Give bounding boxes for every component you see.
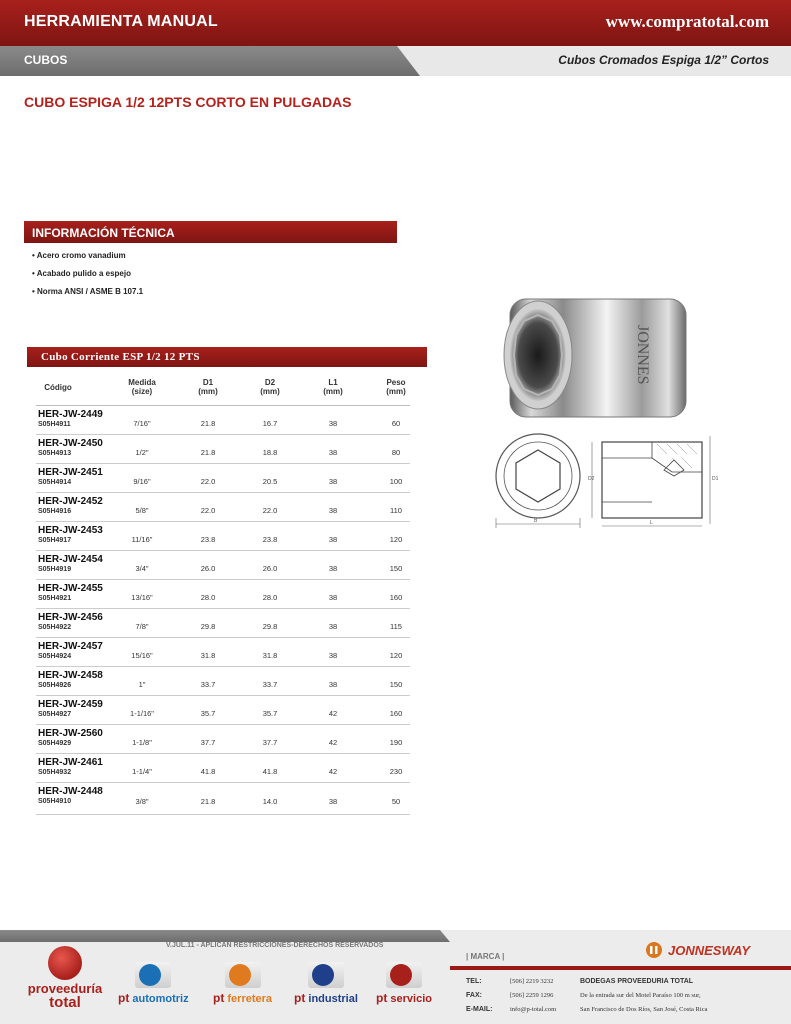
- cell-size: 13/16": [131, 593, 153, 602]
- cell-l1: 38: [328, 593, 338, 602]
- column-header-d1: D1 (mm): [198, 378, 218, 396]
- cell-d1: 23.8: [200, 535, 216, 544]
- cell-size: 11/16": [131, 535, 153, 544]
- cell-size: 3/8": [135, 797, 149, 806]
- website-link[interactable]: www.compratotal.com: [605, 12, 769, 31]
- cell-d1: 37.7: [200, 738, 216, 747]
- cell-l1: 38: [328, 419, 338, 428]
- cell-weight: 160: [389, 593, 403, 602]
- pt-automotriz-logo: pt automotriz: [118, 962, 189, 1005]
- cell-size: 1": [138, 680, 146, 689]
- table-row: [36, 580, 410, 609]
- product-code: HER-JW-2448: [38, 786, 103, 797]
- brand-label: | MARCA |: [466, 952, 505, 961]
- cell-l1: 42: [328, 767, 338, 776]
- cell-weight: 50: [391, 797, 401, 806]
- socket-product-image: [500, 295, 690, 425]
- table-row: [36, 464, 410, 493]
- table-header: [36, 376, 410, 406]
- cell-d1: 35.7: [200, 709, 216, 718]
- product-sku: S05H4916: [38, 508, 72, 515]
- cell-d1: 41.8: [200, 767, 216, 776]
- pt-industrial-logo: pt industrial: [294, 962, 358, 1005]
- cell-weight: 150: [389, 680, 403, 689]
- product-code: HER-JW-2456: [38, 612, 103, 623]
- cell-code: [38, 438, 103, 458]
- cell-d1: 21.8: [200, 448, 216, 457]
- product-sku: S05H4913: [38, 450, 72, 457]
- cell-weight: 100: [389, 477, 403, 486]
- address-line-1: De la entrada sur del Motel Paraíso 100 m sur,: [580, 992, 701, 999]
- product-sku: S05H4927: [38, 711, 72, 718]
- cell-d2: 29.8: [262, 622, 278, 631]
- cell-size: 7/16": [133, 419, 151, 428]
- product-sku: S05H4932: [38, 769, 72, 776]
- dimension-d2-label: D2: [588, 476, 595, 482]
- cell-l1: 38: [328, 622, 338, 631]
- cell-code: [38, 670, 103, 690]
- product-sku: S05H4914: [38, 479, 72, 486]
- table-row: [36, 406, 410, 435]
- specs-table: [36, 376, 410, 815]
- product-code: HER-JW-2560: [38, 728, 103, 739]
- check-icon: [386, 962, 422, 988]
- product-code: HER-JW-2455: [38, 583, 103, 594]
- cell-code: [38, 467, 103, 487]
- cell-size: 1/2": [135, 448, 149, 457]
- cell-d1: 31.8: [200, 651, 216, 660]
- cell-code: [38, 641, 103, 661]
- table-heading: Cubo Corriente ESP 1/2 12 PTS: [41, 351, 200, 363]
- product-code: HER-JW-2461: [38, 757, 103, 768]
- table-row: [36, 493, 410, 522]
- info-heading: INFORMACIÓN TÉCNICA: [32, 226, 175, 240]
- table-row: [36, 435, 410, 464]
- technical-drawing: [492, 432, 724, 537]
- company-name: BODEGAS PROVEEDURIA TOTAL: [580, 978, 694, 985]
- feature-item: • Acabado pulido a espejo: [32, 269, 131, 278]
- cell-d2: 14.0: [262, 797, 278, 806]
- product-code: HER-JW-2458: [38, 670, 103, 681]
- table-body: [36, 406, 410, 815]
- cell-d1: 21.8: [200, 797, 216, 806]
- product-sku: S05H4929: [38, 740, 72, 747]
- cell-l1: 38: [328, 797, 338, 806]
- feature-list: [32, 251, 143, 305]
- cell-d2: 35.7: [262, 709, 278, 718]
- logo-word-1: proveeduría: [27, 981, 103, 996]
- page-title: CUBO ESPIGA 1/2 12PTS CORTO EN PULGADAS: [24, 94, 352, 110]
- cell-code: [38, 583, 103, 603]
- column-header-l1: L1 (mm): [323, 378, 343, 396]
- cell-size: 7/8": [135, 622, 149, 631]
- product-sku: S05H4910: [38, 798, 72, 805]
- cell-code: [38, 612, 103, 632]
- cell-code: [38, 525, 103, 545]
- cell-l1: 38: [328, 651, 338, 660]
- section-title: HERRAMIENTA MANUAL: [24, 13, 218, 30]
- cell-code: [38, 786, 103, 806]
- cell-d2: 41.8: [262, 767, 278, 776]
- cell-size: 1-1/16": [130, 709, 154, 718]
- column-header-d2: D2 (mm): [260, 378, 280, 396]
- cell-l1: 38: [328, 477, 338, 486]
- email-link[interactable]: info@p-total.com: [510, 1006, 557, 1013]
- cell-d2: 33.7: [262, 680, 278, 689]
- cell-d2: 16.7: [262, 419, 278, 428]
- cell-size: 1-1/8": [132, 738, 152, 747]
- product-code: HER-JW-2454: [38, 554, 103, 565]
- product-sku: S05H4926: [38, 682, 72, 689]
- contact-row-tel: TEL: [506] 2219 3232 BODEGAS PROVEEDURIA TOTAL: [466, 978, 694, 985]
- cell-code: [38, 409, 103, 429]
- product-code: HER-JW-2450: [38, 438, 103, 449]
- table-row: [36, 754, 410, 783]
- cell-size: 5/8": [135, 506, 149, 515]
- cell-l1: 38: [328, 535, 338, 544]
- cell-weight: 110: [390, 506, 402, 515]
- product-code: HER-JW-2451: [38, 467, 103, 478]
- version-note: V.JUL.11 - APLICAN RESTRICCIONES-DERECHOS RESERVADOS: [166, 942, 384, 949]
- dimension-l-label: L: [650, 520, 653, 526]
- cell-d2: 20.5: [262, 477, 278, 486]
- cell-code: [38, 554, 103, 574]
- cell-l1: 42: [328, 738, 338, 747]
- cell-d2: 26.0: [262, 564, 278, 573]
- cell-weight: 115: [390, 622, 402, 631]
- logo-word-2: total: [49, 994, 81, 1011]
- table-row: [36, 696, 410, 725]
- cell-weight: 120: [389, 651, 403, 660]
- product-code: HER-JW-2453: [38, 525, 103, 536]
- cell-d1: 22.0: [200, 506, 216, 515]
- table-row: [36, 725, 410, 754]
- cell-size: 1-1/4": [132, 767, 152, 776]
- gear-icon: [308, 962, 344, 988]
- footer-strip: [0, 930, 450, 942]
- tool-icon: [225, 962, 261, 988]
- dimension-b-label: B: [534, 518, 538, 524]
- table-row: [36, 609, 410, 638]
- cell-weight: 150: [389, 564, 403, 573]
- cell-weight: 80: [391, 448, 401, 457]
- column-header-size: Medida (size): [128, 378, 156, 396]
- cell-l1: 38: [328, 448, 338, 457]
- cell-d2: 31.8: [262, 651, 278, 660]
- contact-block: [466, 978, 786, 1020]
- cell-l1: 38: [328, 564, 338, 573]
- cell-code: [38, 699, 103, 719]
- cell-weight: 190: [389, 738, 403, 747]
- table-row: [36, 638, 410, 667]
- jonnesway-logo: [644, 940, 780, 965]
- table-row: [36, 783, 410, 815]
- cell-l1: 38: [328, 506, 338, 515]
- table-row: [36, 522, 410, 551]
- product-code: HER-JW-2459: [38, 699, 103, 710]
- cell-d1: 22.0: [200, 477, 216, 486]
- contact-row-fax: FAX: [506] 2259 1296 De la entrada sur del Motel Paraíso 100 m sur,: [466, 992, 701, 999]
- proveeduria-total-logo: [24, 946, 106, 1010]
- cell-d2: 18.8: [262, 448, 278, 457]
- column-header-code: Código: [44, 383, 72, 392]
- cell-code: [38, 757, 103, 777]
- product-sku: S05H4924: [38, 653, 72, 660]
- category-label: CUBOS: [24, 53, 68, 67]
- cell-weight: 120: [389, 535, 403, 544]
- cell-l1: 42: [328, 709, 338, 718]
- contact-row-email: E-MAIL: info@p-total.com San Francisco de Dos Ríos, San José, Costa Rica: [466, 1006, 708, 1013]
- logo-sphere-icon: [48, 946, 82, 980]
- cell-d1: 28.0: [200, 593, 216, 602]
- fax-number: [506] 2259 1296: [510, 992, 554, 999]
- product-code: HER-JW-2452: [38, 496, 103, 507]
- column-header-weight: Peso (mm): [386, 378, 406, 396]
- cell-code: [38, 728, 103, 748]
- cell-weight: 160: [389, 709, 403, 718]
- cell-size: 9/16": [133, 477, 151, 486]
- product-code: HER-JW-2449: [38, 409, 103, 420]
- table-row: [36, 551, 410, 580]
- cell-d2: 28.0: [262, 593, 278, 602]
- product-sku: S05H4917: [38, 537, 72, 544]
- pt-servicio-logo: pt servicio: [376, 962, 432, 1005]
- cell-d1: 33.7: [200, 680, 216, 689]
- table-row: [36, 667, 410, 696]
- brand-name: JONNESWAY: [668, 943, 751, 958]
- cell-d2: 22.0: [262, 506, 278, 515]
- cell-size: 15/16": [131, 651, 153, 660]
- feature-item: • Acero cromo vanadium: [32, 251, 126, 260]
- wheel-icon: [135, 962, 171, 988]
- product-sku: S05H4922: [38, 624, 72, 631]
- product-sku: S05H4911: [38, 421, 71, 428]
- address-line-2: San Francisco de Dos Ríos, San José, Costa Rica: [580, 1006, 708, 1013]
- cell-d1: 26.0: [200, 564, 216, 573]
- footer-accent-line: [450, 966, 791, 970]
- phone-number[interactable]: [506] 2219 3232: [510, 978, 554, 985]
- product-code: HER-JW-2457: [38, 641, 103, 652]
- product-family-title: Cubos Cromados Espiga 1/2” Cortos: [558, 53, 769, 67]
- feature-item: • Norma ANSI / ASME B 107.1: [32, 287, 144, 296]
- pt-ferretera-logo: pt ferretera: [213, 962, 272, 1005]
- cell-d1: 21.8: [200, 419, 216, 428]
- product-sku: S05H4919: [38, 566, 72, 573]
- cell-d1: 29.8: [200, 622, 216, 631]
- cell-size: 3/4": [135, 564, 149, 573]
- cell-d2: 23.8: [262, 535, 278, 544]
- engraving-text: JONNES: [634, 325, 651, 385]
- dimension-d1-label: D1: [712, 476, 719, 482]
- cell-weight: 60: [391, 419, 401, 428]
- cell-weight: 230: [389, 767, 403, 776]
- cell-l1: 38: [328, 680, 338, 689]
- product-sku: S05H4921: [38, 595, 72, 602]
- cell-code: [38, 496, 103, 516]
- cell-d2: 37.7: [262, 738, 278, 747]
